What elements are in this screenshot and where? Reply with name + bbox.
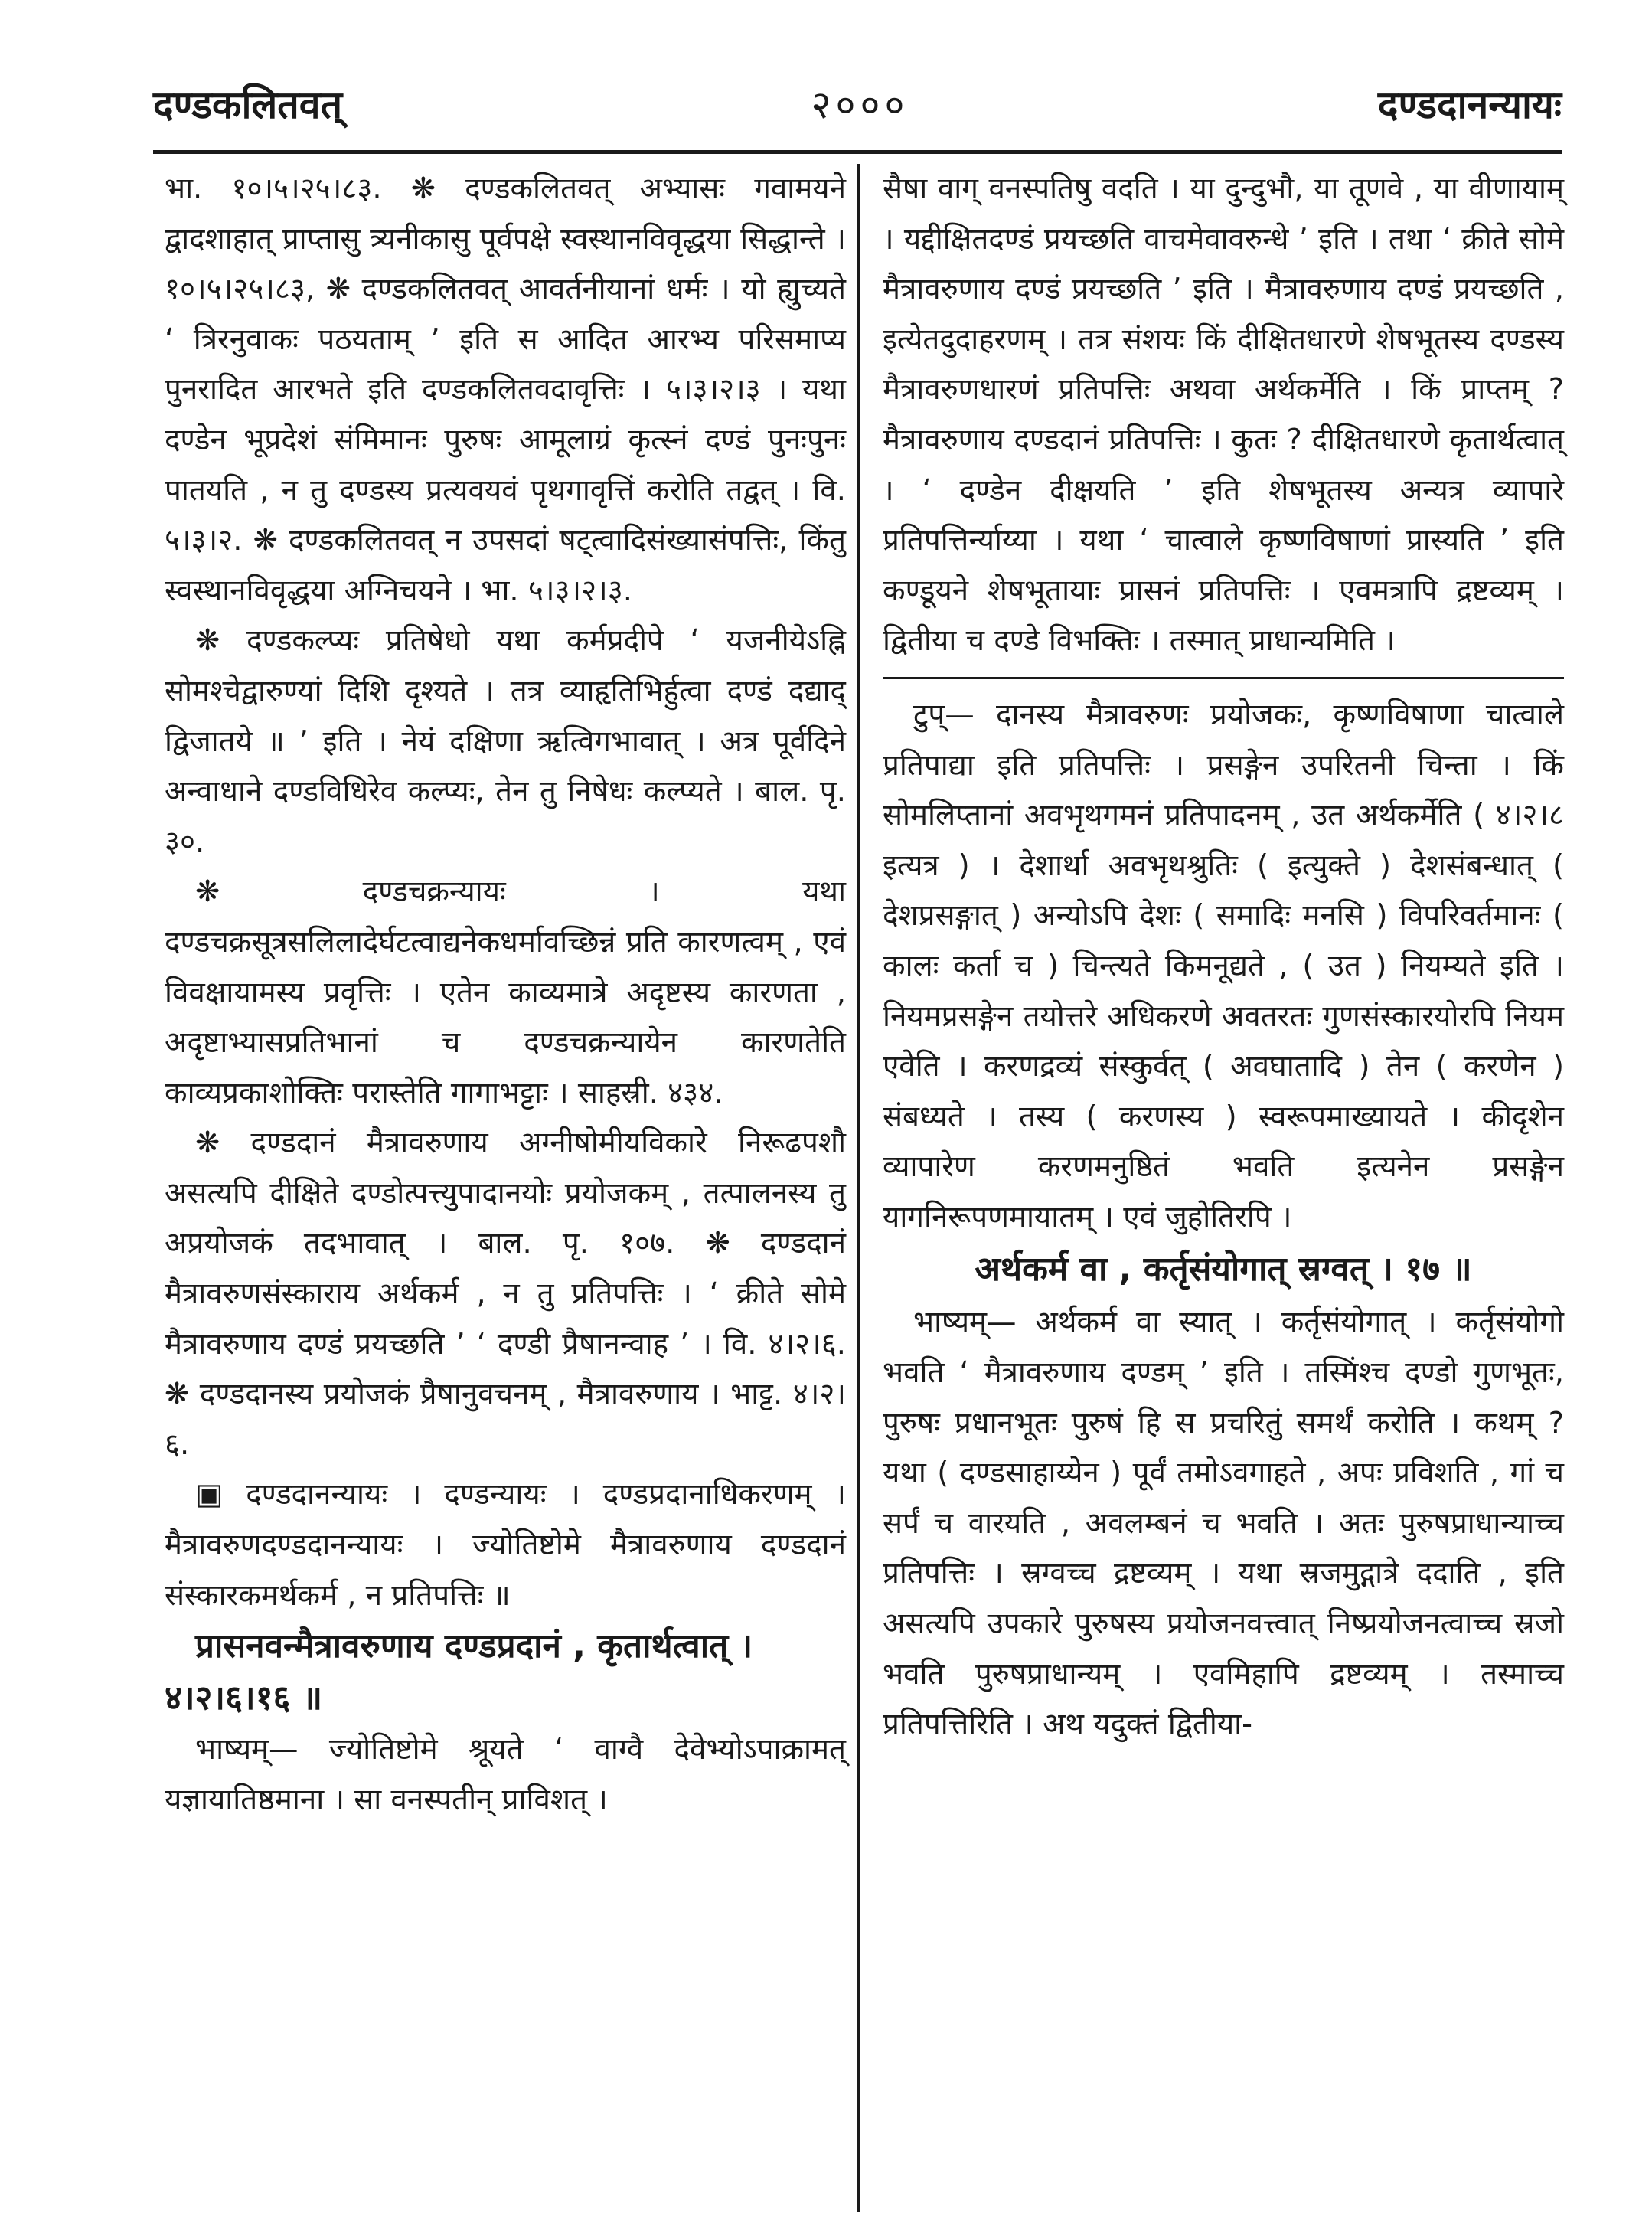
entry-dandadananyaya: ▣ दण्डदानन्यायः । दण्डन्यायः । दण्डप्रदानाधिकरणम् । मैत्रावरुणदण्डदानन्यायः । ज्योतिष्टोमे मैत्रावरुणाय दण्डदानं संस्कारकमर्थकर्म , न प्रतिपत्तिः ॥ (165, 1477, 846, 1613)
header-left-headword: दण्डकलितवत् (153, 83, 343, 127)
entry-dandacakranyaya: ❋ दण्डचक्रन्यायः । यथा दण्डचक्रसूत्रसलिलादेर्घटत्वाद्यनेकधर्मावच्छिन्नं प्रति कारणत्वम् , एवं विवक्षायामस्य प्रवृत्तिः । एतेन काव्यमात्रे अदृष्टस्य कारणता , अदृष्टाभ्यासप्रतिभानां च दण्डचक्रन्यायेन कारणतेति काव्यप्रकाशोक्तिः परास्तेति गागाभट्टाः । साहस्री. ४३४. (165, 874, 846, 1110)
sutra-prasanavat: प्रासनवन्मैत्रावरुणाय दण्डप्रदानं , कृतार्थत्वात् । (195, 1626, 753, 1666)
right-column (883, 164, 1564, 1750)
running-head (153, 69, 1562, 138)
entry-dandadana: ❋ दण्डदानं मैत्रावरुणाय अग्नीषोमीयविकारे निरूढपशौ असत्यपि दीक्षिते दण्डोत्पत्त्युपादानयोः प्रयोजकम् , तत्पालनस्य तु अप्रयोजकं तदभावात् । बाल. पृ. १०७. ❋ दण्डदानं मैत्रावरुणसंस्काराय अर्थकर्म , न तु प्रतिपत्तिः । ‘ क्रीते सोमे मैत्रावरुणाय दण्डं प्रयच्छति ’ ‘ दण्डी प्रैषानन्वाह ’ । वि. ४।२।६. ❋ दण्डदानस्य प्रयोजकं प्रैषानुवचनम् , मैत्रावरुणाय । भाट्ट. ४।२।६. (165, 1126, 846, 1462)
tupteeka-commentary: टुप्— दानस्य मैत्रावरुणः प्रयोजकः, कृष्णविषाणा चात्वाले प्रतिपाद्या इति प्रतिपत्तिः । प्रसङ्गेन उपरितनी चिन्ता । किं सोमलिप्तानां अवभृथगमनं प्रतिपादनम् , उत अर्थकर्मेति ( ४।२।८ इत्यत्र ) । देशार्था अवभृथश्रुतिः ( इत्युक्ते ) देशसंबन्धात् ( देशप्रसङ्गात् ) अन्योऽपि देशः ( समादिः मनसि ) विपरिवर्तमानः ( कालः कर्ता च ) चिन्त्यते किमनूद्यते , ( उत ) नियम्यते इति । नियमप्रसङ्गेन तयोत्तरे अधिकरणे अवतरतः गुणसंस्कारयोरपि नियम एवेति । करणद्रव्यं संस्कुर्वत् ( अवघातादि ) तेन ( करणेन ) संबध्यते । तस्य ( करणस्य ) स्वरूपमाख्यायते । कीदृशेन व्यापारेण करणमनुष्ठितं भवति इत्यनेन प्रसङ्गेन यागनिरूपणमायातम् । एवं जुहोतिरपि । (883, 697, 1564, 1234)
column-divider (857, 164, 860, 2212)
left-column (165, 164, 846, 1825)
bhashya-left: भाष्यम्— ज्योतिष्टोमे श्रूयते ‘ वाग्वै देवेभ्योऽपाक्रामत् यज्ञायातिष्ठमाना । सा वनस्पतीन् प्राविशत् । (165, 1732, 846, 1817)
sutra-number: ४।२।६।१६ ॥ (165, 1678, 323, 1718)
page-number: २००० (811, 83, 909, 127)
bhashya-right: भाष्यम्— अर्थकर्म वा स्यात् । कर्तृसंयोगात् । कर्तृसंयोगो भवति ‘ मैत्रावरुणाय दण्डम् ’ इति । तस्मिंश्च दण्डो गुणभूतः, पुरुषः प्रधानभूतः पुरुषं हि स प्रचरितुं समर्थं करोति । कथम् ? यथा ( दण्डसाहाय्येन ) पूर्वं तमोऽवगाहते , अपः प्रविशति , गां च सर्पं च वारयति , अवलम्बनं च भवति । अतः पुरुषप्राधान्याच्च प्रतिपत्तिः । स्रग्वच्च द्रष्टव्यम् । यथा स्रजमुद्गात्रे ददाति , इति असत्यपि उपकारे पुरुषस्य प्रयोजनवत्त्वात् निष्प्रयोजनत्वाच्च स्रजो भवति पुरुषप्राधान्यम् । एवमिहापि द्रष्टव्यम् । तस्माच्च प्रतिपत्तिरिति । अथ यदुक्तं द्वितीया- (883, 1305, 1564, 1742)
entry-dandakalitavat: भा. १०।५।२५।८३. ❋ दण्डकलितवत् अभ्यासः गवामयने द्वादशाहात् प्राप्तासु त्र्यनीकासु पूर्वपक्षे स्वस्थानविवृद्धया सिद्धान्ते । १०।५।२५।८३, ❋ दण्डकलितवत् आवर्तनीयानां धर्मः । यो ह्युच्यते ‘ त्रिरनुवाकः पठयताम् ’ इति स आदित आरभ्य परिसमाप्य पुनरादित आरभते इति दण्डकलितवदावृत्तिः । ५।३।२।३ । यथा दण्डेन भूप्रदेशं संमिमानः पुरुषः आमूलाग्रं कृत्स्नं दण्डं पुनःपुनः पातयति , न तु दण्डस्य प्रत्यवयवं पृथगावृत्तिं करोति तद्वत् । वि. ५।३।२. ❋ दण्डकलितवत् न उपसदां षट्त्वादिसंख्यासंपत्तिः, किंतु स्वस्थानविवृद्धया अग्निचयने । भा. ५।३।२।३. (165, 172, 846, 608)
entry-dandakalpya: ❋ दण्डकल्प्यः प्रतिषेधो यथा कर्मप्रदीपे ‘ यजनीयेऽह्नि सोमश्चेद्वारुण्यां दिशि दृश्यते । तत्र व्याहृतिभिर्हुत्वा दण्डं दद्याद् द्विजातये ॥ ’ इति । नेयं दक्षिणा ऋत्विगभावात् । अत्र पूर्वदिने अन्वाधाने दण्डविधिरेव कल्प्यः, तेन तु निषेधः कल्प्यते । बाल. पृ. ३०. (165, 623, 846, 859)
header-rule (153, 150, 1562, 154)
sutra-arthakarma: अर्थकर्म वा , कर्तृसंयोगात् स्रग्वत् । १७ ॥ (975, 1250, 1472, 1290)
bhashya-continued: सैषा वाग् वनस्पतिषु वदति । या दुन्दुभौ, या तूणवे , या वीणायाम् । यद्दीक्षितदण्डं प्रयच्छति वाचमेवावरुन्धे ’ इति । तथा ‘ क्रीते सोमे मैत्रावरुणाय दण्डं प्रयच्छति ’ इति । मैत्रावरुणाय दण्डं प्रयच्छति , इत्येतदुदाहरणम् । तत्र संशयः किं दीक्षितधारणे शेषभूतस्य दण्डस्य मैत्रावरुणधारणं प्रतिपत्तिः अथवा अर्थकर्मेति । किं प्राप्तम् ? मैत्रावरुणाय दण्डदानं प्रतिपत्तिः । कुतः ? दीक्षितधारणे कृतार्थत्वात् । ‘ दण्डेन दीक्षयति ’ इति शेषभूतस्य अन्यत्र व्यापारे प्रतिपत्तिर्न्याय्या । यथा ‘ चात्वाले कृष्णविषाणां प्रास्यति ’ इति कण्डूयने शेषभूतायाः प्रासनं प्रतिपत्तिः । एवमत्रापि द्रष्टव्यम् । द्वितीया च दण्डे विभक्तिः । तस्मात् प्राधान्यमिति । (883, 164, 1564, 679)
header-right-headword: दण्डदानन्यायः (1377, 83, 1562, 127)
